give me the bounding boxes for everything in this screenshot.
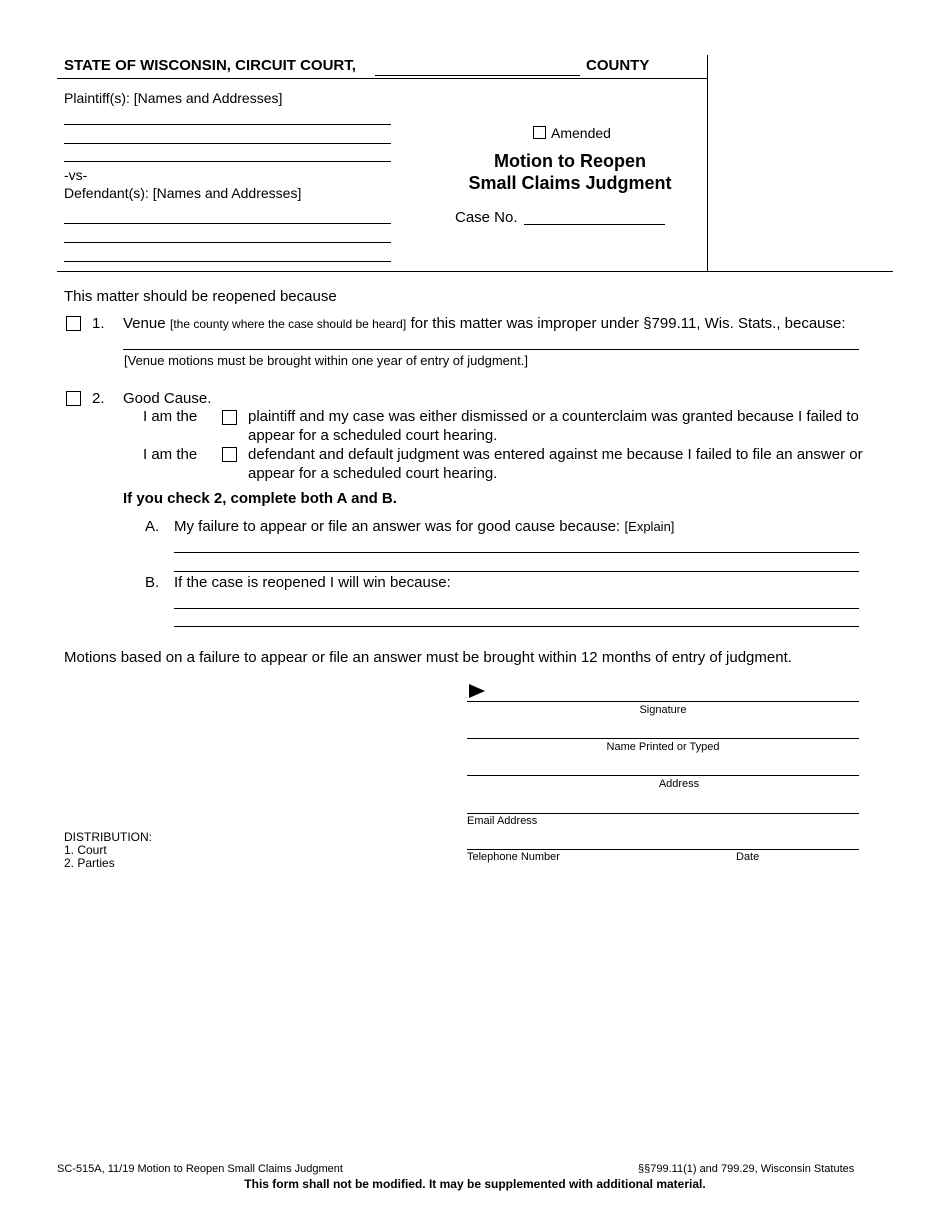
deadline-note: Motions based on a failure to appear or file an answer must be brought within 12 months of entry of judgment. [64,649,792,666]
signature-arrow-icon [469,684,485,698]
item-a-label: A. [145,518,160,535]
defendant-checkbox[interactable] [222,447,237,462]
intro-text: This matter should be reopened because [64,288,337,305]
amended-label: Amended [551,125,611,141]
defendant-line-3[interactable] [64,261,391,262]
plaintiff-line-2[interactable] [64,143,391,144]
item-a-text: My failure to appear or file an answer was for good cause because: [174,518,621,535]
good-cause-title: Good Cause. [123,390,212,407]
name-line[interactable] [467,738,859,739]
amended-checkbox[interactable] [533,126,546,139]
address-line[interactable] [467,775,859,776]
venue-hint: [the county where the case should be heard] [170,317,407,331]
item1-number: 1. [92,315,105,332]
i-am-the-defendant: I am the [143,446,198,463]
email-line[interactable] [467,813,859,814]
distribution-title: DISTRIBUTION: [64,830,153,844]
defendant-text-line1: defendant and default judgment was entered against me because I failed to file an answer or [248,446,863,463]
defendant-label: Defendant(s): [Names and Addresses] [64,185,302,201]
item2-number: 2. [92,390,105,407]
defendant-line-2[interactable] [64,242,391,243]
county-label: COUNTY [586,57,650,74]
distribution-item-court: 1. Court [64,843,107,857]
case-no-line[interactable] [524,224,665,225]
item-b-text: If the case is reopened I will win because: [174,574,451,591]
plaintiff-text-line2: appear for a scheduled court hearing. [248,427,498,444]
case-no-label: Case No. [455,209,518,226]
plaintiff-line-3[interactable] [64,161,391,162]
venue-rest: for this matter was improper under §799.11, Wis. Stats., because: [410,315,846,332]
venue-checkbox[interactable] [66,316,81,331]
signature-line[interactable] [467,701,859,702]
statute-reference: §§799.11(1) and 799.29, Wisconsin Statutes [638,1163,855,1175]
name-label: Name Printed or Typed [606,741,720,753]
good-cause-line-1[interactable] [174,552,859,553]
defendant-line-1[interactable] [64,223,391,224]
court-prefix: STATE OF WISCONSIN, CIRCUIT COURT, [64,57,356,74]
plaintiff-label: Plaintiff(s): [Names and Addresses] [64,90,283,106]
item-b-label: B. [145,574,160,591]
phone-label: Telephone Number [467,851,560,863]
win-reason-line-1[interactable] [174,608,859,609]
plaintiff-line-1[interactable] [64,124,391,125]
vs-label: -vs- [64,167,88,183]
venue-word: Venue [123,315,166,332]
venue-note: [Venue motions must be brought within one year of entry of judgment.] [124,353,528,368]
venue-statement [123,315,846,333]
plaintiff-checkbox[interactable] [222,410,237,425]
i-am-the-plaintiff: I am the [143,408,198,425]
date-label: Date [736,851,760,863]
win-reason-line-2[interactable] [174,626,859,627]
address-label: Address [658,778,700,790]
form-id: SC-515A, 11/19 Motion to Reopen Small Claims Judgment [57,1163,343,1175]
defendant-text-line2: appear for a scheduled court hearing. [248,465,498,482]
venue-reason-line[interactable] [123,349,859,350]
item-a-hint: [Explain] [624,519,675,534]
phone-date-line[interactable] [467,849,859,850]
county-name-line[interactable] [375,75,580,76]
form-title-line1: Motion to Reopen [494,151,646,171]
good-cause-checkbox[interactable] [66,391,81,406]
email-label: Email Address [467,815,538,827]
caption-bottom-rule [57,271,893,272]
modification-notice: This form shall not be modified. It may be supplemented with additional material. [244,1177,706,1191]
signature-label: Signature [639,704,687,716]
header-rule [57,78,707,79]
check-2-instruction: If you check 2, complete both A and B. [123,490,397,507]
item-a-statement [174,518,674,536]
good-cause-line-2[interactable] [174,571,859,572]
plaintiff-text-line1: plaintiff and my case was either dismissed or a counterclaim was granted because I failed to [248,408,859,425]
form-title-line2: Small Claims Judgment [468,173,672,193]
distribution-item-parties: 2. Parties [64,856,115,870]
caption-divider [707,55,708,272]
